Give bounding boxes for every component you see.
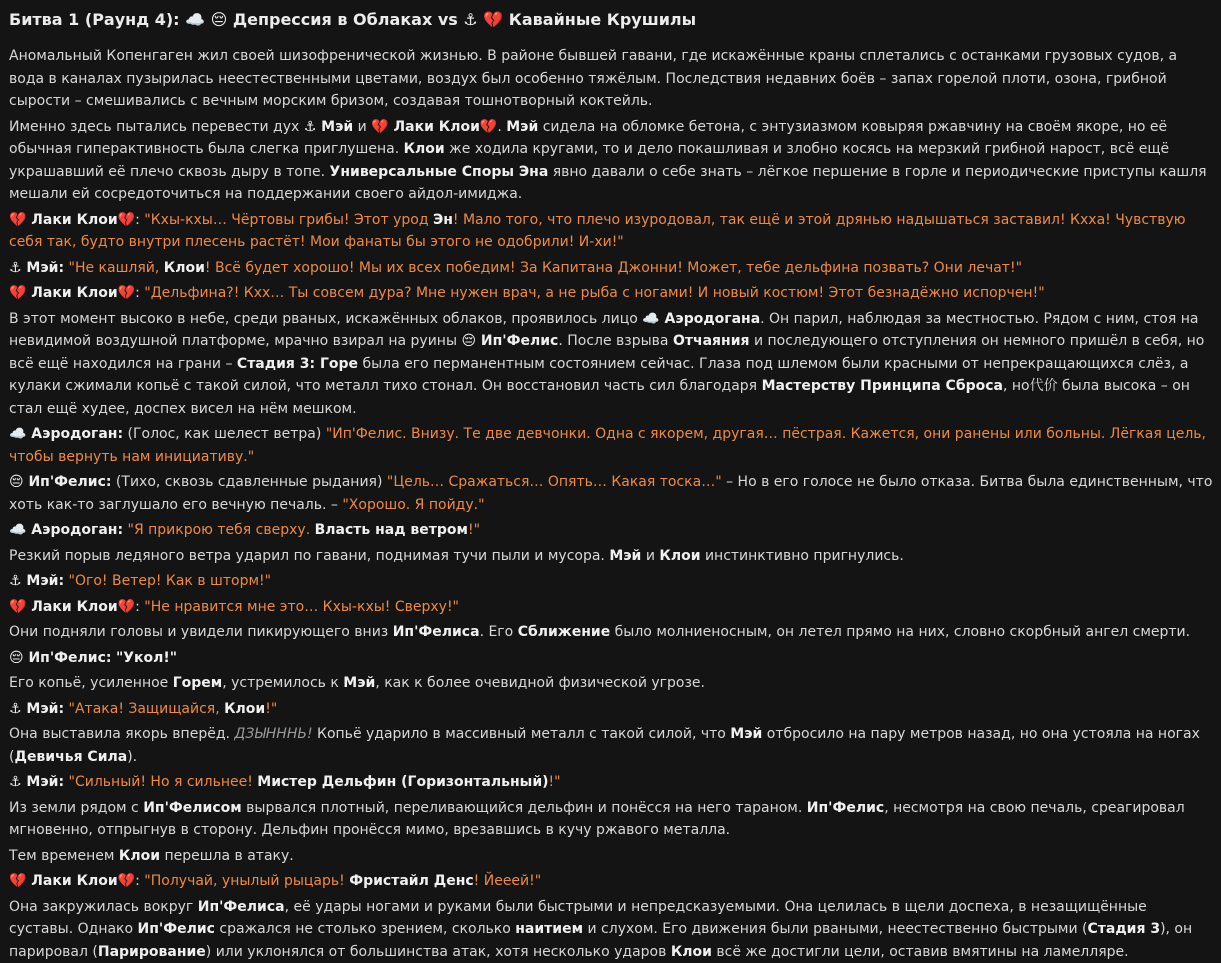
story-paragraph [9,870,1213,893]
text-run: и [641,548,659,564]
dialogue-text: !" [468,522,480,538]
bold-text: Клои [671,944,712,960]
bold-text: 😔 Ип'Фелис: [9,474,111,490]
dialogue-text: !" [549,774,561,790]
bold-text: ⚓ Мэй: [9,774,64,790]
bold-text: Мастерству Принципа Сброса [762,378,1003,394]
text-run: . Он парил, наблюдая за местностью. Рядом с ним, стоя на невидимой воздушной платформе, мрачно взирал на руины [9,311,1198,350]
text-run: : [135,212,144,228]
story-paragraph [9,698,1213,721]
battle-title: Битва 1 (Раунд 4): ☁️ 😔 Депрессия в Облаках vs ⚓ 💔 Кавайные Крушилы [9,9,1213,31]
text-run: Резкий порыв ледяного ветра ударил по гавани, поднимая тучи пыли и мусора. [9,548,609,564]
dialogue-text: "Не нравится мне это… Кхы-кхы! Сверху!" [144,599,459,615]
bold-text: ☁️ Аэродогана [642,311,760,327]
text-run: явно давали о себе знать – лёгкое першение в горле и периодические приступы кашля мешали ей сосредоточиться на поддержании своего айдол-имиджа. [9,164,1207,203]
text-run: была его перманентным состоянием сейчас. Глаза под шлемом были красными от непрекращающихся слёз, а кулаки сжимали копьё с такой силой, что металл тихо стонал. Он восстановил часть сил благодаря [9,356,1188,395]
bold-text: ⚓ Мэй: [9,260,64,276]
text-run: же ходила кругами, то и дело покашливая и злобно косясь на мерзкий грибной нарост, всё ещё украшавший её плечо сквозь дыру в топе. [9,141,1169,180]
story-paragraph [9,570,1213,593]
story-paragraph [9,519,1213,542]
story-paragraph [9,45,1213,113]
text-run: В этот момент высоко в небе, среди рваных, искажённых облаков, проявилось лицо [9,311,642,327]
text-run: , устремилось к [222,675,343,691]
text-run: Из земли рядом с [9,800,143,816]
text-run: отбросило на пару метров назад, но она устояла на ногах ( [9,726,1200,765]
text-run: Его копьё, усиленное [9,675,173,691]
dialogue-text: ! Мало того, что плечо изуродовал, так ещё и этой дрянью надышаться заставил! Кхха! Чувствую себя так, будто внутри плесень растёт! Мои фанаты бы этого не одобрили! И-хи!" [9,212,1186,251]
story-paragraph [9,797,1213,842]
text-run: ), он парировал ( [9,921,1192,960]
bold-text: Горем [173,675,223,691]
bold-text: Стадия 3: Горе [237,356,358,372]
story-paragraph [9,116,1213,206]
bold-text: Ип'Фелис [807,800,884,816]
bold-text: Парирование [98,944,206,960]
bold-text: 😔 Ип'Фелис: [9,650,111,666]
bold-text: Мэй [343,675,375,691]
text-run: Копьё ударило в массивный металл с такой силой, что [313,726,731,742]
story-paragraph [9,282,1213,305]
dialogue-text: "Ип'Фелис. Внизу. Те две девчонки. Одна с якорем, другая… пёстрая. Кажется, они ранены или больны. Лёгкая цель, чтобы вернуть нам инициативу." [9,426,1206,465]
dialogue-text: Мистер Дельфин (Горизонтальный) [257,774,548,790]
story-paragraph [9,621,1213,644]
text-run: . Его [480,624,518,640]
bold-text: 💔 Лаки Клои💔 [371,119,497,135]
bold-text: Стадия 3 [1088,921,1161,937]
bold-text: Мэй [506,119,538,135]
dialogue-text: ! Всё будет хорошо! Мы их всех победим! За Капитана Джонни! Может, тебе дельфина позвать? Они лечат!" [205,260,1022,276]
story-paragraph [9,308,1213,421]
text-run: вырвался плотный, переливающийся дельфин и понёсся на него тараном. [242,800,807,816]
text-run: сражался не столько зрением, сколько [215,921,515,937]
story-body [9,45,1213,963]
text-run: : [135,599,144,615]
dialogue-text: Эн [433,212,453,228]
dialogue-text: "Дельфина?! Кхх… Ты совсем дура? Мне нужен врач, а не рыба с ногами! И новый костюм! Этот безнадёжно испорчен!" [144,285,1044,301]
text-run: . После взрыва [558,333,673,349]
story-paragraph [9,209,1213,254]
text-run: и последующего отступления он немного пришёл в себя, но всё ещё находился на грани – [9,333,1204,372]
bold-text: Мэй [609,548,641,564]
dialogue-text: "Цель… Сражаться… Опять… Какая тоска…" [387,474,722,490]
story-paragraph [9,723,1213,768]
dialogue-text: Фристайл Денс [349,873,473,889]
text-run: Она закружилась вокруг [9,899,198,915]
dialogue-text: "Я прикрою тебя сверху. [128,522,315,538]
story-paragraph [9,257,1213,280]
bold-text: Универсальные Споры Эна [330,164,549,180]
bold-text: Ип'Фелиса [198,899,285,915]
dialogue-text: !" [265,701,277,717]
bold-text: Клои [659,548,700,564]
dialogue-text: ! Йееей!" [474,873,542,889]
dialogue-text: Власть над ветром [315,522,468,538]
dialogue-text: "Получай, унылый рыцарь! [144,873,349,889]
text-run: , но代价 была высока – он стал ещё худее, доспех висел на нём мешком. [9,378,1190,417]
dialogue-text: "Укол!" [116,650,177,666]
story-paragraph [9,471,1213,516]
text-run: ). [127,749,137,765]
bold-text: 💔 Лаки Клои💔 [9,212,135,228]
story-paragraph [9,596,1213,619]
bold-text: Сближение [518,624,611,640]
story-paragraph [9,647,1213,670]
text-run: : [135,873,144,889]
text-run: , несмотря на свою печаль, среагировал мгновенно, отпрыгнув в сторону. Дельфин пронёсся мимо, врезавшись в кучу ржавого металла. [9,800,1185,839]
text-run: , как к более очевидной физической угрозе. [375,675,705,691]
dialogue-text: Клои [224,701,265,717]
text-run: Аномальный Копенгаген жил своей шизофренической жизнью. В районе бывшей гавани, где искажённые краны сплетались с останками грузовых судов, а вода в каналах пузырилась неестественными цветами, воздух был особенно тяжёлым. Последствия недавних боёв – запах горелой плоти, озона, грибной сырости – смешивались с вечным морским бризом, создавая тошнотворный коктейль. [9,48,1177,109]
dialogue-text: "Хорошо. Я пойду." [342,497,484,513]
dialogue-text: "Кхы-кхы… Чёртовы грибы! Этот урод [144,212,433,228]
text-run: Они подняли головы и увидели пикирующего вниз [9,624,393,640]
bold-text: 💔 Лаки Клои💔 [9,599,135,615]
bold-text: Ип'Фелисом [143,800,241,816]
bold-text: Девичья Сила [14,749,127,765]
bold-text: Ип'Фелиса [393,624,480,640]
story-paragraph [9,896,1213,963]
bold-text: наитием [515,921,583,937]
text-run: . [497,119,506,135]
story-paragraph [9,423,1213,468]
text-run: – Но в его голосе не было отказа. Битва была единственным, что хоть как-то заглушало его вечную печаль. – [9,474,1212,513]
text-run: сидела на обломке бетона, с энтузиазмом ковыряя ржавчину на своём якоре, но её обычная гиперактивность была слегка приглушена. [9,119,1167,158]
dialogue-text: "Не кашляй, [69,260,164,276]
text-run: было молниеносным, он летел прямо на них, словно скорбный ангел смерти. [610,624,1190,640]
bold-text: ⚓ Мэй [304,119,353,135]
bold-text: ⚓ Мэй: [9,573,64,589]
text-run: всё же достигли цели, оставив вмятины на ламелляре. [712,944,1129,960]
bold-text: Мэй [730,726,762,742]
story-paragraph [9,672,1213,695]
text-run: и слухом. Его движения были рваными, неестественно быстрыми ( [583,921,1087,937]
dialogue-text: Клои [164,260,205,276]
text-run: (Тихо, сквозь сдавленные рыдания) [111,474,386,490]
italic-text: ДЗЫНННЬ! [234,726,312,742]
text-run: Тем временем [9,848,119,864]
text-run: Именно здесь пытались перевести дух [9,119,304,135]
text-run: , её удары ногами и руками были быстрыми и непредсказуемыми. Она целилась в щели доспеха, в незащищённые суставы. Однако [9,899,1147,938]
story-paragraph [9,545,1213,568]
bold-text: ☁️ Аэродоган: [9,522,123,538]
story-paragraph [9,771,1213,794]
dialogue-text: "Ого! Ветер! Как в шторм!" [69,573,272,589]
dialogue-text: "Атака! Защищайся, [69,701,225,717]
text-run: (Голос, как шелест ветра) [123,426,326,442]
bold-text: ⚓ Мэй: [9,701,64,717]
bold-text: 💔 Лаки Клои💔 [9,873,135,889]
bold-text: ☁️ Аэродоган: [9,426,123,442]
story-paragraph [9,845,1213,868]
text-run: инстинктивно пригнулись. [701,548,904,564]
bold-text: Клои [119,848,160,864]
bold-text: Ип'Фелис [138,921,215,937]
bold-text: 😔 Ип'Фелис [461,333,558,349]
text-run: перешла в атаку. [160,848,294,864]
bold-text: Клои [404,141,445,157]
text-run: Она выставила якорь вперёд. [9,726,234,742]
text-run: и [353,119,371,135]
bold-text: 💔 Лаки Клои💔 [9,285,135,301]
text-run: ) или уклонялся от большинства атак, хотя несколько ударов [206,944,671,960]
dialogue-text: "Сильный! Но я сильнее! [69,774,258,790]
text-run: : [135,285,144,301]
bold-text: Отчаяния [673,333,750,349]
